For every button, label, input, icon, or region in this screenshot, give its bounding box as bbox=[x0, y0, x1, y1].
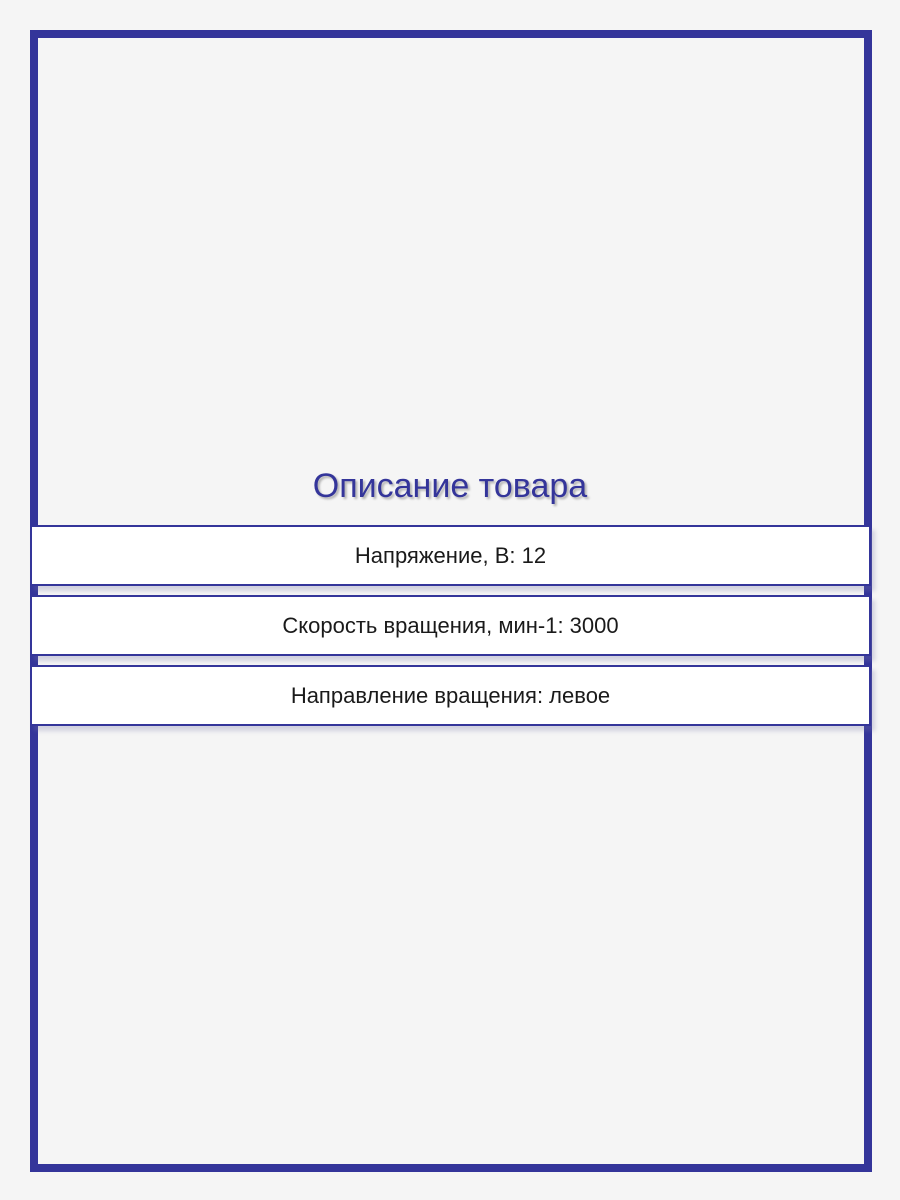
spec-row-rotation-speed: Скорость вращения, мин-1: 3000 bbox=[30, 595, 871, 656]
spec-row-voltage: Напряжение, В: 12 bbox=[30, 525, 871, 586]
section-title: Описание товара bbox=[312, 467, 588, 505]
spec-list bbox=[30, 525, 871, 735]
spec-row-rotation-direction: Направление вращения: левое bbox=[30, 665, 871, 726]
